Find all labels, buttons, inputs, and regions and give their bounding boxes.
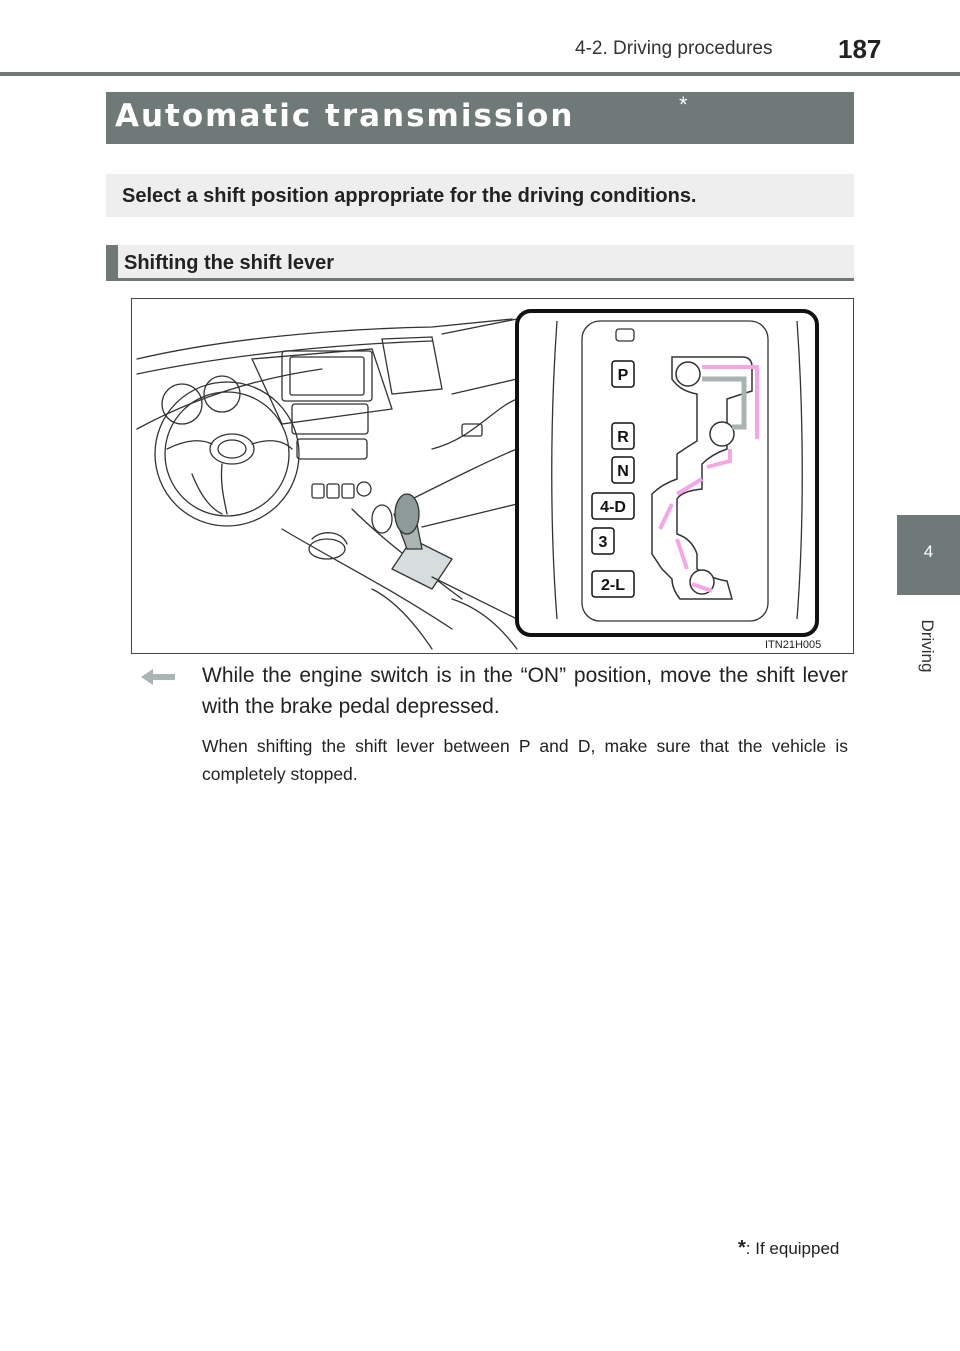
title-equipment-marker: * [679, 92, 688, 117]
subheading-bar [106, 245, 854, 281]
arrow-left-icon [141, 669, 175, 685]
page-number: 187 [838, 34, 882, 64]
footnote-text: : If equipped [745, 1239, 840, 1258]
footnote [738, 1237, 839, 1260]
page-title: Automatic transmission [115, 98, 575, 134]
gear-label-r: R [617, 429, 629, 446]
instruction-main: While the engine switch is in the “ON” position, move the shift lever with the brake pedal depressed. [202, 664, 848, 718]
intro-box [106, 174, 854, 217]
page-title-bar [106, 92, 854, 144]
gear-label-4d: 4-D [600, 499, 626, 516]
shift-lever-figure [131, 298, 854, 654]
header-divider [0, 72, 960, 76]
chapter-tab [897, 515, 960, 595]
header-section-title: 4-2. Driving procedures [575, 38, 773, 59]
chapter-label: Driving [918, 619, 937, 673]
gear-label-p: P [617, 367, 629, 384]
gear-label-3: 3 [598, 534, 608, 551]
chapter-number: 4 [923, 542, 934, 561]
intro-text: Select a shift position appropriate for the driving conditions. [122, 185, 697, 207]
figure-code: ITN21H005 [765, 639, 822, 651]
instruction-note: When shifting the shift lever between P and D, make sure that the vehicle is completely stopped. [202, 736, 848, 784]
gear-label-2l: 2-L [601, 577, 625, 594]
footnote-marker: * [738, 1237, 746, 1259]
chapter-label-box [897, 606, 960, 676]
gear-label-n: N [617, 463, 629, 480]
dashboard-illustration [132, 299, 854, 654]
subheading: Shifting the shift lever [124, 252, 335, 274]
